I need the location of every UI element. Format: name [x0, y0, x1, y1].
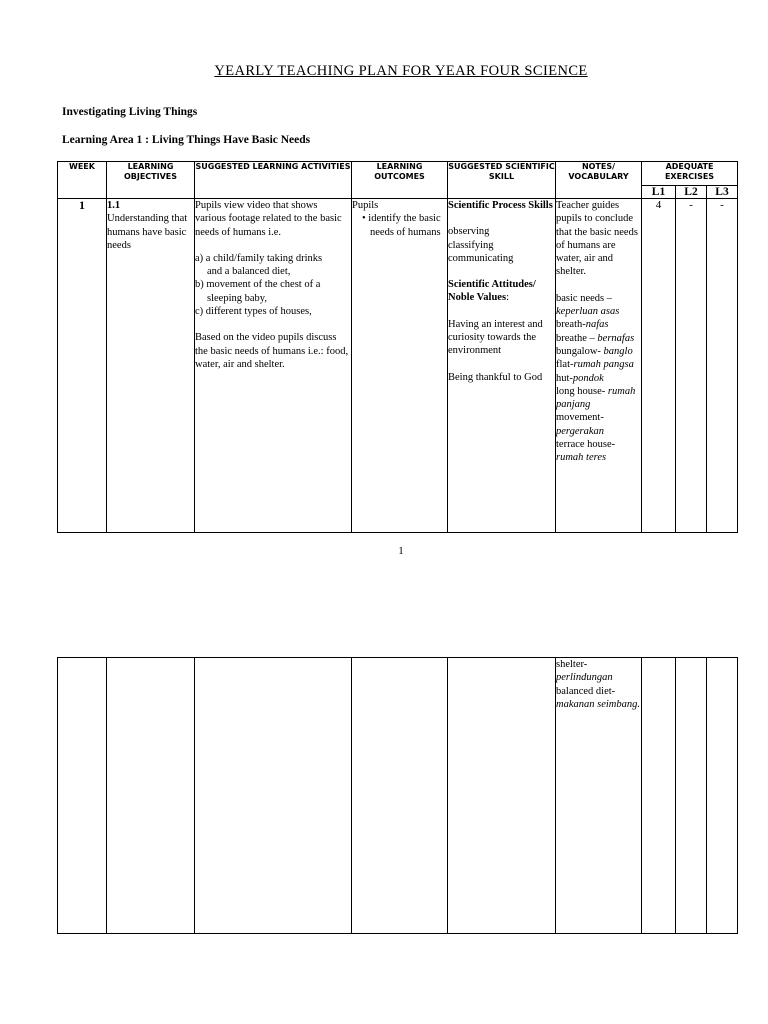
empty-cell — [642, 658, 676, 934]
table-row — [58, 658, 738, 934]
objective-code: 1.1 — [107, 200, 121, 211]
attitudes-heading — [448, 278, 555, 305]
exercise-l2-value: - — [676, 199, 707, 533]
activity-b-cont: sleeping baby, — [207, 292, 267, 304]
vocab-item — [556, 438, 641, 465]
header-l2: L2 — [676, 186, 707, 199]
document-title: YEARLY TEACHING PLAN FOR YEAR FOUR SCIENCE — [214, 63, 588, 79]
exercise-l3-value: - — [707, 199, 738, 533]
skill-item: observing — [448, 226, 490, 238]
table-row — [58, 199, 738, 533]
teaching-plan-table-continued — [57, 657, 738, 934]
learning-outcomes-cell — [352, 199, 448, 533]
notes-intro: Teacher guides pupils to conclude that the basic needs of humans are water, air and shelter. — [556, 200, 638, 278]
header-l1: L1 — [642, 186, 676, 199]
header-week: WEEK — [58, 162, 107, 199]
vocab-english: balanced diet- — [556, 685, 616, 697]
empty-cell — [107, 658, 195, 934]
vocab-malay: rumah panjang — [556, 385, 636, 411]
vocab-english: movement- — [556, 412, 604, 424]
activity-a-cont: and a balanced diet, — [207, 266, 291, 278]
header-learning-objectives: LEARNING OBJECTIVES — [107, 162, 195, 199]
page-number: 1 — [398, 545, 404, 557]
vocab-malay: pergerakan — [556, 425, 605, 437]
vocab-item — [556, 332, 641, 345]
vocab-item — [556, 658, 641, 685]
vocab-malay: keperluan asas — [556, 306, 620, 318]
vocab-item — [556, 358, 641, 371]
vocab-english: long house- — [556, 385, 606, 397]
header-learning-outcomes: LEARNING OUTCOMES — [352, 162, 448, 199]
vocab-malay: pondok — [572, 372, 604, 384]
week-number: 1 — [58, 199, 107, 533]
empty-cell — [352, 658, 448, 934]
vocab-english: terrace house- — [556, 439, 616, 451]
vocab-malay: makanan seimbang. — [556, 698, 640, 710]
skill-item: classifying — [448, 239, 494, 251]
header-row — [58, 162, 738, 186]
skill-item: communicating — [448, 252, 514, 264]
teaching-plan-table — [57, 161, 738, 533]
vocab-english: breath- — [556, 319, 586, 331]
vocab-malay: nafas — [585, 319, 609, 331]
empty-cell — [676, 658, 707, 934]
learning-objective-cell — [107, 199, 195, 533]
noble-value: Being thankful to God — [448, 371, 543, 383]
header-l3: L3 — [707, 186, 738, 199]
header-notes-vocabulary: NOTES/ VOCABULARY — [556, 162, 642, 199]
process-skills-heading: Scientific Process Skills — [448, 200, 553, 211]
vocab-item — [556, 345, 641, 358]
vocab-english: bungalow- — [556, 345, 601, 357]
vocab-malay: perlindungan — [556, 672, 613, 684]
exercise-l1-value: 4 — [642, 199, 676, 533]
activity-c: c) different types of houses, — [195, 306, 312, 318]
scientific-skill-cell — [448, 199, 556, 533]
vocab-item — [556, 318, 641, 331]
outcomes-intro: Pupils — [352, 200, 379, 211]
activity-a: a) a child/family taking drinks — [195, 252, 323, 264]
notes-vocabulary-cell — [556, 199, 642, 533]
notes-vocabulary-cell — [556, 658, 642, 934]
learning-area-heading: Learning Area 1 : Living Things Have Basic Needs — [62, 134, 311, 146]
header-scientific-skill: SUGGESTED SCIENTIFIC SKILL — [448, 162, 556, 199]
vocab-malay: rumah pangsa — [573, 359, 634, 371]
attitudes-heading-text: Scientific Attitudes/ Noble Values — [448, 279, 536, 304]
activities-outro: Based on the video pupils discuss the basic needs of humans i.e.: food, water, air and shelter. — [195, 332, 349, 370]
vocab-english: shelter- — [556, 659, 588, 670]
outcome-item: • identify the basic needs of humans — [362, 213, 441, 238]
vocab-item — [556, 292, 641, 319]
vocab-item — [556, 385, 641, 412]
activities-intro: Pupils view video that shows various footage related to the basic needs of humans i.e. — [195, 200, 342, 238]
vocab-item — [556, 372, 641, 385]
activity-b: b) movement of the chest of a — [195, 279, 321, 291]
vocab-english: basic needs – — [556, 292, 612, 304]
theme-heading: Investigating Living Things — [62, 106, 198, 118]
vocab-malay: bernafas — [597, 332, 635, 344]
learning-activities-cell — [195, 199, 352, 533]
vocab-english: hut- — [556, 372, 573, 384]
empty-cell — [707, 658, 738, 934]
vocab-item — [556, 411, 641, 438]
empty-cell — [448, 658, 556, 934]
vocab-malay: rumah teres — [556, 452, 607, 464]
attitudes-colon: : — [506, 292, 509, 304]
objective-text: Understanding that humans have basic needs — [107, 213, 188, 251]
vocab-english: breathe – — [556, 332, 595, 344]
vocab-english: flat- — [556, 359, 574, 371]
vocab-malay: banglo — [603, 345, 633, 357]
empty-cell — [58, 658, 107, 934]
noble-value: Having an interest and curiosity towards the environment — [448, 318, 543, 357]
empty-cell — [195, 658, 352, 934]
header-learning-activities: SUGGESTED LEARNING ACTIVITIES — [195, 162, 352, 199]
header-adequate-exercises: ADEQUATE EXERCISES — [642, 162, 738, 186]
vocab-item — [556, 685, 641, 712]
